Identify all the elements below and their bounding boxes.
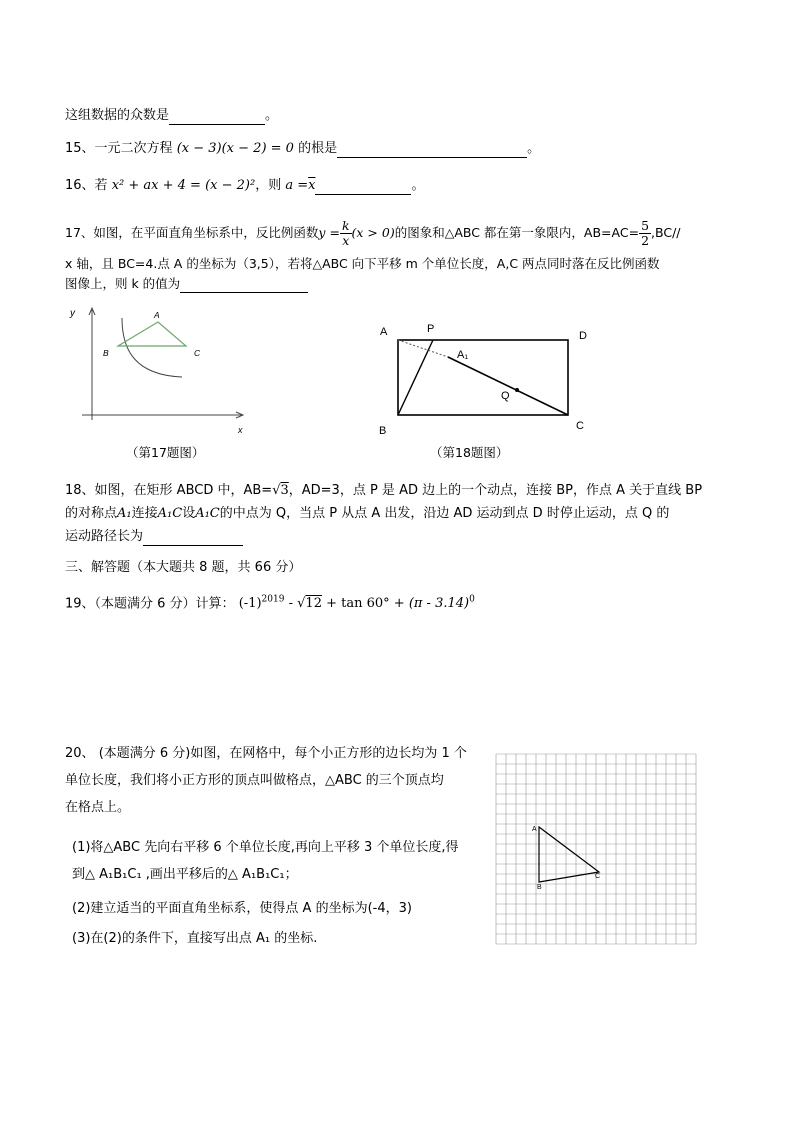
q16-lhs: a = (285, 178, 309, 193)
fig18-segment-A1C (448, 357, 568, 415)
q18-text-e: 设 (182, 506, 196, 521)
fig18-label-A: A (380, 326, 388, 338)
q17-func: y = (318, 225, 340, 240)
q19-number: 19、 (65, 596, 95, 612)
fig20-label-A: A (532, 826, 537, 833)
q17-fraction-k-over-x: $\frac{k}{x}$ (341, 218, 350, 248)
q17-answer-blank[interactable] (180, 276, 308, 293)
q18-sqrt: √3 (272, 483, 289, 498)
q17-fraction-five-halves: $\frac{5}{2}$ (641, 218, 650, 248)
q18-text-3: 运动路径长为 (65, 529, 144, 544)
fig17-triangle (118, 322, 186, 346)
q20-part-1a: (1)将△ABC 先向右平移 6 个单位长度,再向上平移 3 个单位长度,得 (72, 840, 459, 855)
fig17-caption: （第17题图） (126, 445, 205, 460)
fig20-label-B: B (537, 884, 542, 891)
q20-part-2: (2)建立适当的平面直角坐标系，使得点 A 的坐标为(-4，3) (72, 901, 412, 916)
q15-number: 15、 (65, 141, 95, 156)
q20-part-3: (3)在(2)的条件下，直接写出点 A₁ 的坐标. (72, 931, 318, 946)
fig18-label-P: P (427, 323, 435, 335)
fig18-segment-AA1 (398, 340, 448, 357)
q20-line-1 (65, 746, 467, 762)
q18-number: 18、 (65, 483, 95, 498)
q20-number: 20、 (65, 746, 95, 761)
figure-17 (60, 300, 260, 440)
fig18-label-Q: Q (501, 390, 510, 402)
q15-equation: (x − 3)(x − 2) = 0 (176, 141, 294, 156)
section-3-heading: 三、解答题（本大题共 8 题，共 66 分） (65, 560, 302, 575)
q17-text-3: 图像上，则 k 的值为 (65, 276, 181, 291)
q18-A1C-2: A₁C (195, 506, 220, 521)
fig17-label-C: C (194, 348, 201, 358)
q18-A1: A₁ (117, 506, 132, 521)
fig18-label-B: B (379, 425, 387, 437)
q19-text: （本题满分 6 分）计算： (94, 596, 235, 612)
fig18-label-D: D (579, 330, 587, 342)
q17-text-a: 如图，在平面直角坐标系中，反比例函数 (93, 225, 319, 240)
q16-equation: x² + ax + 4 = (x − 2)² (111, 178, 256, 193)
q18-line-3 (65, 529, 243, 546)
q18-line-1 (65, 483, 702, 499)
q17-condition: (x > 0) (351, 225, 395, 240)
fig18-segment-BP (398, 340, 433, 415)
fig18-label-A1: A₁ (457, 349, 469, 361)
q18-text-b: ，AD=3，点 P 是 AD 边上的一个动点，连接 BP，作点 A 关于直线 BP (288, 483, 703, 498)
fig18-rectangle (398, 340, 568, 415)
figure-20-grid (494, 752, 702, 948)
fig17-label-B: B (103, 348, 109, 358)
q14-text: 这组数据的众数是 (65, 108, 170, 123)
q14-line (65, 108, 278, 125)
q15-text: 一元二次方程 (94, 141, 173, 156)
q16-answer-blank[interactable] (315, 178, 411, 195)
q17-line-1 (65, 218, 681, 248)
q18-answer-blank[interactable] (143, 529, 243, 546)
fig18-point-Q (515, 388, 519, 392)
fig20-gridlines (496, 754, 696, 944)
q17-line-3 (65, 276, 308, 293)
q16-number: 16、 (65, 178, 95, 193)
q16-x-mark: $\overline{x}$ (308, 178, 316, 193)
q15-end: 。 (527, 141, 541, 156)
q17-line-2: x 轴，且 BC=4.点 A 的坐标为（3,5），若将△ABC 向下平移 m 个单位长度，A,C 两点同时落在反比例函数 (65, 256, 660, 271)
q18-text-d: 连接 (131, 506, 158, 521)
q16-line (65, 178, 424, 195)
q17-text-c: ,BC// (651, 225, 681, 240)
fig20-label-C: C (595, 873, 601, 880)
q15-answer-blank[interactable] (337, 141, 527, 158)
q18-line-2 (65, 506, 669, 522)
q16-mid: ，则 (255, 178, 282, 193)
fig18-label-C: C (576, 420, 584, 432)
q15-suffix: 的根是 (298, 141, 338, 156)
q20-line-3: 在格点上。 (65, 800, 131, 815)
fig18-caption: （第18题图） (430, 445, 509, 460)
q14-end: 。 (265, 108, 279, 123)
fig17-label-x: x (238, 425, 243, 435)
q20-line-2: 单位长度，我们将小正方形的顶点叫做格点，△ABC 的三个顶点均 (65, 773, 444, 788)
q17-number: 17、 (65, 225, 94, 240)
q14-answer-blank[interactable] (169, 108, 265, 125)
fig17-label-y: y (70, 308, 75, 319)
figure-18 (370, 315, 610, 440)
q18-A1C: A₁C (157, 506, 183, 521)
q18-text-a: 如图，在矩形 ABCD 中，AB= (94, 483, 273, 498)
q18-text-f: 的中点为 Q，当点 P 从点 A 出发，沿边 AD 运动到点 D 时停止运动，点 Q 的 (219, 506, 670, 521)
q20-text-1: (本题满分 6 分)如图，在网格中，每个小正方形的边长均为 1 个 (98, 746, 467, 761)
q16-end: 。 (411, 178, 425, 193)
q19-line (65, 592, 475, 612)
q16-prefix: 若 (94, 178, 108, 193)
q19-expression: $(-1)^{2019} - √12 + \tan 60^\circ + (\pi - 3.14)^0$ (238, 595, 475, 612)
q20-part-1b: 到△ A₁B₁C₁ ,画出平移后的△ A₁B₁C₁； (72, 867, 298, 882)
fig17-label-A: A (154, 310, 160, 320)
fig17-hyperbola (122, 318, 182, 377)
q15-line (65, 141, 540, 158)
q18-text-c: 的对称点 (65, 506, 118, 521)
q17-text-b: 的图象和△ABC 都在第一象限内，AB=AC= (394, 225, 640, 240)
